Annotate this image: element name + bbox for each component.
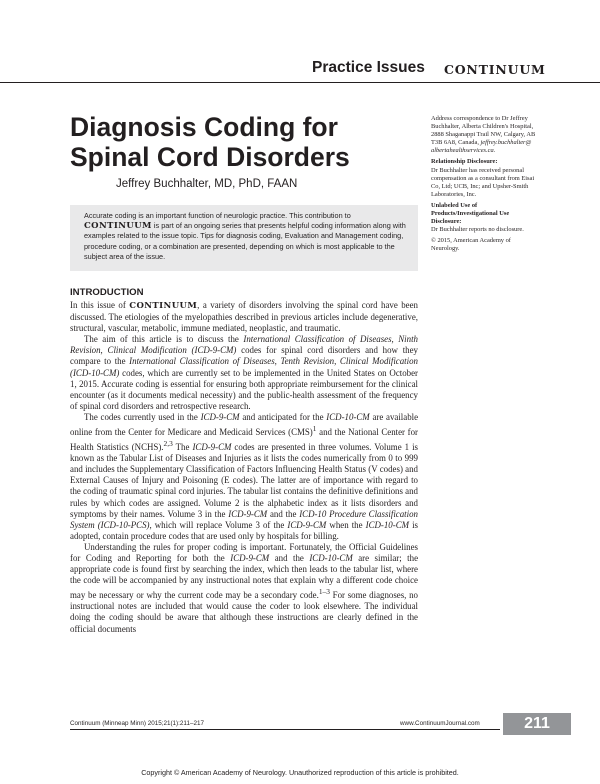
body-text (70, 300, 418, 635)
unlabeled-use-disclosure (431, 202, 539, 234)
footer-rule (70, 729, 500, 730)
footer-url[interactable]: www.ContinuumJournal.com (400, 720, 480, 727)
correspondence-email[interactable]: jeffrey.buchhalter@ albertahealthservices.ca. (431, 139, 532, 155)
reference-1-3: 1–3 (318, 587, 330, 597)
abstract-text (84, 211, 408, 262)
body-journal-logo: CONTINUUM (129, 301, 198, 311)
section-label: Practice Issues (312, 59, 425, 76)
introduction-heading: INTRODUCTION (70, 287, 144, 298)
reference-2-3: 2,3 (163, 439, 173, 449)
article-title: Diagnosis Coding for Spinal Cord Disorders (70, 112, 350, 172)
abstract-journal-logo: CONTINUUM (84, 221, 152, 232)
sidebar-address (431, 115, 539, 155)
relationship-text: Dr Buchhalter has received personal compensation as a consultant from Eisai Co, Ltd; UCB, Inc; and Upsher-Smith Laboratories, Inc. (431, 166, 535, 198)
paragraph-2: The aim of this article is to discuss the International Classification of Diseases, Ninth Revision, Clinical Modification (ICD-9-CM) codes for spinal cord disorders and how they compare to the International Classification of Diseases, Tenth Revision, Clinical Modification (ICD-10-CM) codes, which are currently set to be implemented in the United States on October 1, 2015. Accurate coding is essential for ensuring both appropriate reimbursement for the clinical encounter (as it documents medical necessity) and the public-health assessment of the frequency of spinal cord disorders and retrospective research. (70, 334, 419, 411)
sidebar-notes (431, 115, 539, 257)
abstract-part-1: Accurate coding is an important function of neurologic practice. This contribution to (84, 211, 351, 220)
unlabeled-text: Dr Buchhalter reports no disclosure. (431, 226, 524, 234)
page-number: 211 (503, 713, 571, 735)
sidebar-copyright: © 2015, American Academy of Neurology. (431, 237, 511, 253)
paragraph-4: Understanding the rules for proper coding is important. Fortunately, the Official Guidelines for Coding and Reporting for both the ICD-9-CM and the ICD-10-CM are similar; the appropriate code is found first by searching the index, which then leads to the tabular list, where the code will be accompanied by any instructional notes that explain why a different code choice may be necessary or why the current code may be a secondary code.$^{1-3}$ For some diagnoses, no instructional notes are included that would cause the coder to look elsewhere. The individual doing the coding should be aware that although these instructions are clearly defined in the official documents (70, 541, 419, 634)
address-text: Address correspondence to Dr Jeffrey Buchhalter, Alberta Children's Hospital, 2888 Shaganappi Trail NW, Calgary, AB T3B 6A8, Canada, (431, 115, 536, 147)
header-rule (0, 82, 600, 83)
paragraph-3: The codes currently used in the ICD-9-CM and anticipated for the ICD-10-CM are available online from the Center for Medicare and Medicaid Services (CMS)$^1$ and the National Center for Health Statistics (NCHS).$^{2,3}$ The ICD-9-CM codes are presented in three volumes. Volume 1 is known as the Tabular List of Diseases and Injuries as it lists the codes numerically from 0 to 999 and includes the Supplementary Classification of Factors Influencing Health Status (V codes) and External Causes of Injury and Poisoning (E codes). The latter are of importance with regard to the coding of traumatic spinal cord injuries. The tabular list contains the definitive definitions and rules by which codes are assigned. Volume 2 is the alphabetic index as it lists disorders and symptoms by their names. Volume 3 in the ICD-9-CM and the ICD-10 Procedure Classification System (ICD-10-PCS), which will replace Volume 3 of the ICD-9-CM when the ICD-10-CM is adopted, contain procedure codes that are used only by hospitals for billing. (70, 411, 419, 541)
paragraph-1: In this issue of CONTINUUM, a variety of disorders involving the spinal cord have been discussed. The etiologies of the myelopathies described in previous articles include degenerative, structural, vascular, metabolic, immune mediated, neoplastic, and traumatic. (70, 300, 418, 334)
journal-logo: CONTINUUM (444, 62, 546, 77)
abstract-box (70, 205, 418, 271)
relationship-disclosure (431, 158, 539, 198)
reference-1: 1 (312, 424, 317, 434)
article-author: Jeffrey Buchhalter, MD, PhD, FAAN (116, 178, 298, 190)
relationship-heading: Relationship Disclosure: (431, 158, 498, 166)
unlabeled-heading: Unlabeled Use of Products/Investigational Use Disclosure: (431, 201, 510, 226)
abstract-part-2: is part of an ongoing series that presents helpful coding information along with examples related to the issue topic. Tips for diagnosis coding, Evaluation and Management coding, procedure coding, or a combination are presented, depending on which is most applicable to the subject area of the issue. (84, 221, 406, 261)
footer-citation: Continuum (Minneap Minn) 2015;21(1):211–217 (70, 720, 204, 727)
copyright-notice: Copyright © American Academy of Neurology. Unauthorized reproduction of this article is prohibited. (141, 768, 459, 777)
